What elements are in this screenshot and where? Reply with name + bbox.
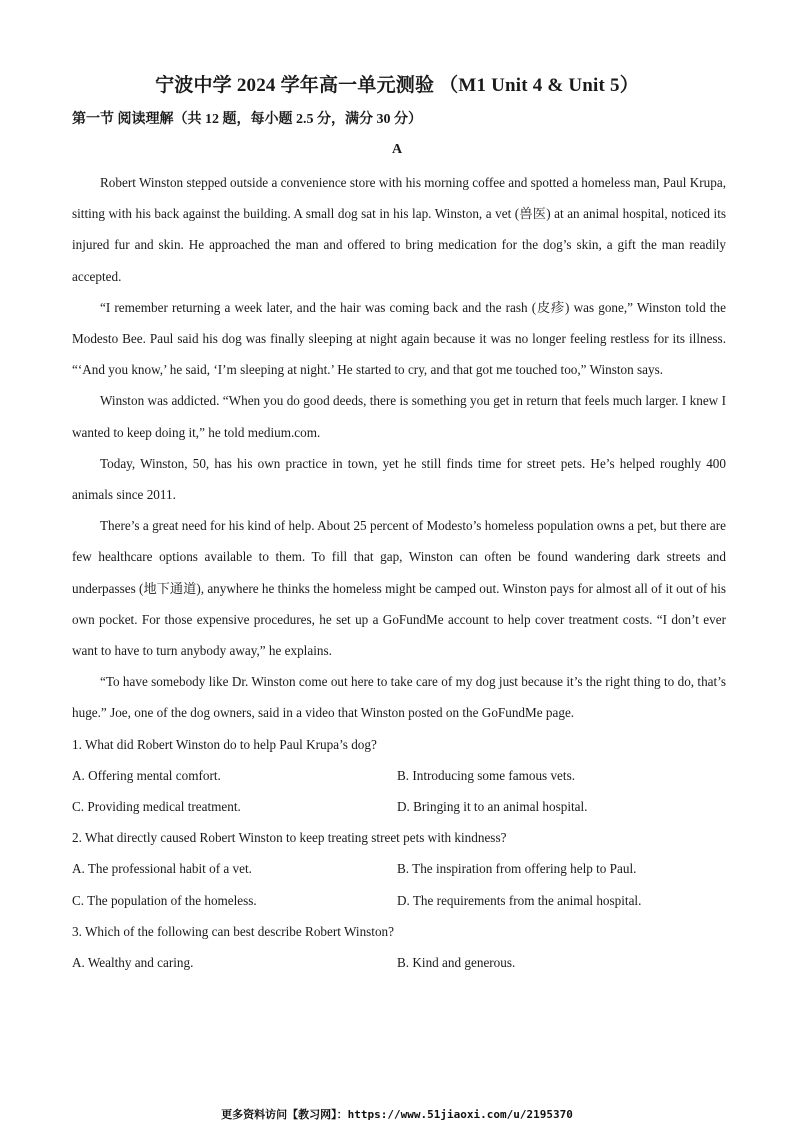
passage-body <box>72 167 726 978</box>
footer-link[interactable]: 更多资料访问【教习网】：https://www.51jiaoxi.com/u/2195370 <box>221 1108 573 1121</box>
paragraph: “I remember returning a week later, and the hair was coming back and the rash (皮疹) was gone,” Winston told the Modesto Bee. Paul said his dog was finally sleeping at night again because it was no longer feeling restless for its illness. “‘And you know,’ he said, ‘I’m sleeping at night.’ He started to cry, and that got me touched too,” Winston says. <box>72 299 726 378</box>
passage-label: A <box>391 142 403 157</box>
option: A. The professional habit of a vet. <box>72 861 252 877</box>
option-row <box>72 885 726 916</box>
section-heading: 第一节 阅读理解（共 12 题，每小题 2.5 分，满分 30 分） <box>72 112 422 127</box>
option: B. Kind and generous. <box>397 955 516 971</box>
question-stem: 1. What did Robert Winston do to help Paul Krupa’s dog? <box>72 736 377 752</box>
option: C. Providing medical treatment. <box>72 799 241 815</box>
paragraph: There’s a great need for his kind of help. About 25 percent of Modesto’s homeless population owns a pet, but there are few healthcare options available to them. To fill that gap, Winston can often be found wandering dark streets and underpasses (地下通道), anywhere he thinks the homeless might be camped out. Winston pays for almost all of it out of his own pocket. For those expensive procedures, he set up a GoFundMe account to help cover treatment costs. “I don’t ever want to have to turn anybody away,” he explains. <box>72 518 726 659</box>
paragraph: Robert Winston stepped outside a convenience store with his morning coffee and spotted a homeless man, Paul Krupa, sitting with his back against the building. A small dog sat in his lap. Winston, a vet (兽医) at an animal hospital, noticed its injured fur and skin. He approached the man and offered to bring medication for the dog’s skin, a gift the man readily accepted. <box>72 175 726 284</box>
option: D. The requirements from the animal hospital. <box>397 892 642 908</box>
paragraph: Winston was addicted. “When you do good deeds, there is something you get in return that feels much larger. I knew I wanted to keep doing it,” he told medium.com. <box>72 393 726 440</box>
question-stem: 2. What directly caused Robert Winston to keep treating street pets with kindness? <box>72 830 507 846</box>
question-stem: 3. Which of the following can best describe Robert Winston? <box>72 923 394 939</box>
option: A. Offering mental comfort. <box>72 767 221 783</box>
option-row <box>72 947 726 978</box>
option-row <box>72 791 726 822</box>
option: D. Bringing it to an animal hospital. <box>397 799 588 815</box>
option: B. Introducing some famous vets. <box>397 767 576 783</box>
paragraph: “To have somebody like Dr. Winston come out here to take care of my dog just because it’s the right thing to do, that’s huge.” Joe, one of the dog owners, said in a video that Winston posted on the GoFundMe page. <box>72 674 726 721</box>
option: A. Wealthy and caring. <box>72 955 194 971</box>
option-row <box>72 853 726 884</box>
option-row <box>72 760 726 791</box>
option: C. The population of the homeless. <box>72 892 257 908</box>
exam-title: 宁波中学 2024 学年高一单元测验 （M1 Unit 4 & Unit 5） <box>155 75 639 96</box>
option: B. The inspiration from offering help to Paul. <box>397 861 637 877</box>
paragraph: Today, Winston, 50, has his own practice in town, yet he still finds time for street pets. He’s helped roughly 400 animals since 2011. <box>72 455 726 503</box>
